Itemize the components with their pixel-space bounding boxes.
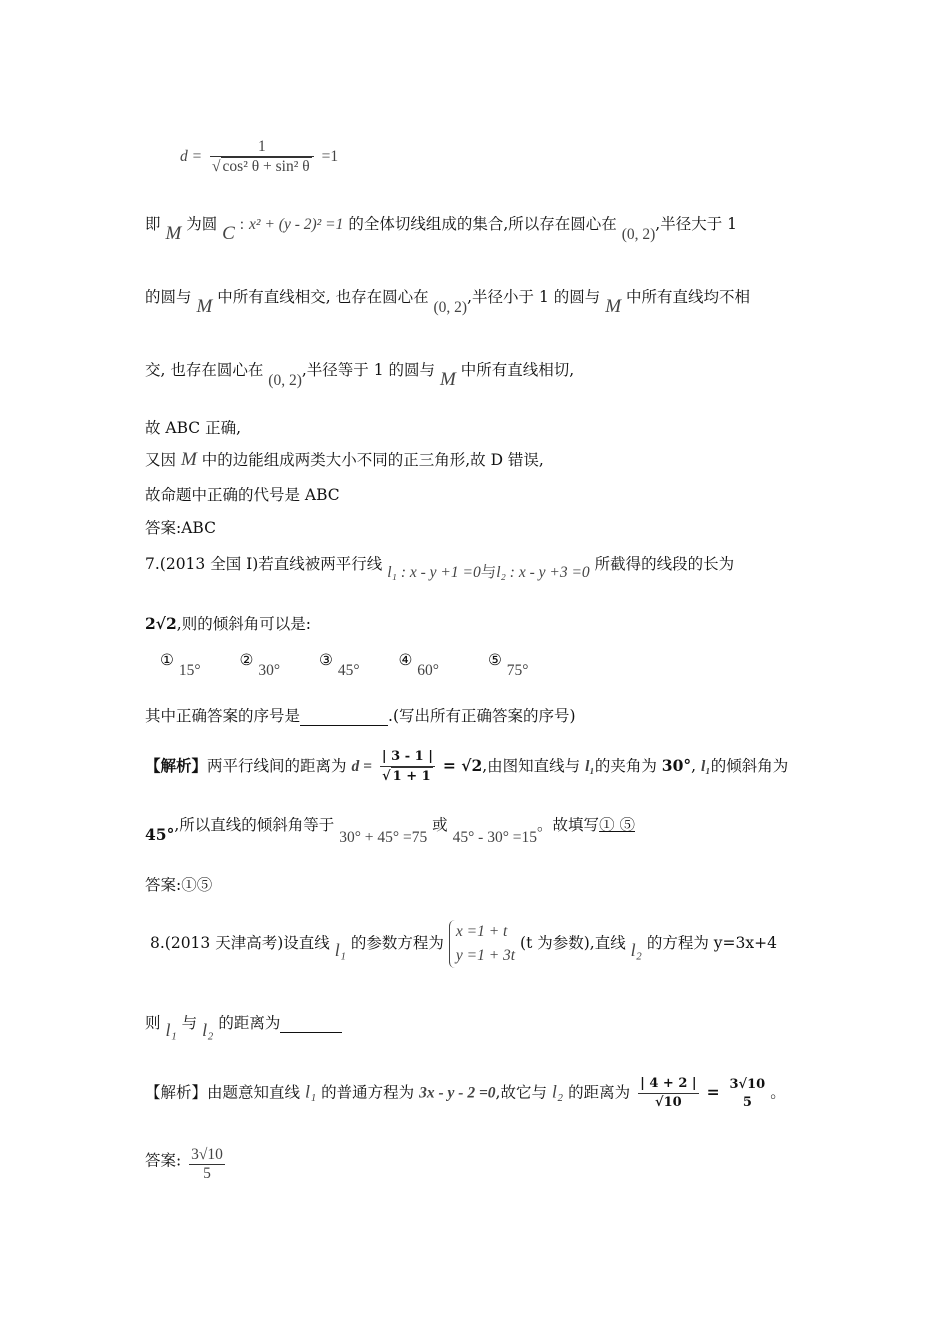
q8-solution	[145, 1075, 786, 1112]
fraction-denominator: √ 1 + 1	[380, 766, 435, 786]
equals: =	[706, 1082, 720, 1102]
text: 的方程为 y=3x+4	[646, 934, 777, 952]
center-point: (0, 2)	[621, 226, 656, 243]
formula-rhs: =1	[321, 148, 339, 165]
q7-line-2	[145, 614, 311, 634]
q7-fill	[145, 706, 576, 726]
fraction-denominator: 5	[742, 1094, 752, 1110]
segment-length: 2√2	[145, 614, 177, 633]
text: 所截得的线段的长为	[594, 555, 735, 573]
q7-stem: 7.(2013 全国 I)若直线被两平行线	[145, 555, 383, 573]
text: 为圆	[186, 215, 218, 233]
q7-options	[160, 650, 529, 679]
q7-line-1	[145, 554, 735, 581]
result-fraction	[728, 1076, 768, 1112]
text: 与	[480, 564, 497, 581]
set-M: M	[180, 449, 197, 470]
text: 的全体切线组成的集合,所以存在圆心在	[348, 215, 617, 233]
text: 的普通方程为	[321, 1083, 415, 1102]
set-M: M	[439, 369, 456, 390]
text: 。	[770, 1083, 786, 1102]
fraction-denominator: √10	[638, 1093, 699, 1112]
para-line-5	[145, 450, 544, 470]
text: 其中正确答案的序号是	[145, 707, 301, 725]
formula-fraction	[210, 138, 314, 176]
text: 中的边能组成两类大小不同的正三角形,故 D 错误,	[201, 451, 544, 469]
line-eq-2: l₂ : x - y +3 =0	[496, 564, 590, 581]
text: 交, 也存在圆心在	[145, 361, 264, 379]
conclusion-abc: 故 ABC 正确,	[145, 419, 242, 437]
fraction-denominator: 5	[189, 1164, 225, 1183]
option-value: 30°	[258, 662, 281, 679]
text: 中所有直线均不相	[625, 288, 750, 306]
distance-fraction	[638, 1075, 699, 1112]
line-l2: l₂	[551, 1081, 564, 1102]
text: (t 为参数),直线	[520, 934, 626, 952]
formula-lhs: d =	[180, 148, 203, 165]
fraction-numerator: | 3 - 1 |	[381, 749, 433, 764]
text: ,所以直线的倾斜角等于	[174, 816, 335, 834]
option-value: 15°	[178, 662, 201, 679]
text: 中所有直线相切,	[460, 361, 575, 379]
circle-equation: x² + (y - 2)² =1	[249, 216, 344, 233]
option-marker: ②	[239, 651, 254, 669]
para-line-1	[145, 214, 737, 244]
text: 的夹角为	[594, 757, 657, 775]
text: 即	[145, 215, 161, 233]
conclusion-line: 故命题中正确的代号是 ABC	[145, 486, 340, 504]
formula-sqrt: cos² θ + sin² θ	[222, 158, 310, 175]
text: 。故填写	[537, 816, 600, 834]
answer-blank[interactable]	[300, 725, 388, 726]
text: 的圆与	[145, 288, 192, 306]
q8-answer	[145, 1140, 228, 1183]
solution-tag: 【解析】	[145, 1083, 208, 1102]
fraction-numerator: | 4 + 2 |	[640, 1076, 697, 1091]
text: .(写出所有正确答案的序号)	[388, 707, 576, 725]
text: 中所有直线相交, 也存在圆心在	[217, 288, 429, 306]
q7-solution-1	[145, 748, 788, 786]
text: ,半径小于 1 的圆与	[467, 288, 601, 306]
param-eq-y: y =1 + 3t	[455, 947, 516, 964]
filled-answer: ① ⑤	[599, 816, 635, 834]
formula-numerator: 1	[257, 138, 266, 155]
para-line-3	[145, 360, 575, 390]
q8-line-2	[145, 1012, 342, 1040]
distance-result: = √2	[442, 756, 483, 775]
q7-answer: 答案:①⑤	[145, 876, 213, 894]
var-d: d =	[351, 758, 372, 775]
answer-fraction	[189, 1146, 225, 1183]
line-l1: l₁	[700, 758, 711, 775]
text: 则	[145, 1014, 161, 1032]
line-eq-1: l₁ : x - y +1 =0	[387, 564, 481, 581]
fraction-numerator: 3√10	[729, 1076, 766, 1092]
parametric-system	[449, 920, 515, 968]
text: 又因	[145, 451, 177, 469]
general-equation: 3x - y - 2 =0	[419, 1084, 496, 1102]
center-point: (0, 2)	[268, 372, 302, 389]
fraction-numerator: 3√10	[191, 1146, 223, 1163]
text: ,半径大于 1	[655, 215, 737, 233]
formula-denominator: √ cos² θ + sin² θ	[210, 156, 314, 176]
distance-fraction	[380, 748, 435, 786]
option-marker: ①	[160, 651, 174, 669]
answer-line: 答案:ABC	[145, 519, 216, 537]
text: 或	[432, 816, 448, 834]
text: 的参数方程为	[350, 934, 444, 952]
q8-line-1	[150, 920, 777, 968]
text: 由题意知直线	[207, 1083, 301, 1102]
line-l1: l₁	[304, 1081, 317, 1102]
answer-blank[interactable]	[280, 1032, 342, 1033]
text: ,由图知直线与	[482, 757, 581, 775]
text: 的距离为	[218, 1014, 281, 1032]
sqrt-content: 1 + 1	[392, 769, 431, 784]
text: 的倾斜角为	[710, 757, 789, 775]
colon: :	[239, 216, 245, 233]
option-value: 60°	[417, 662, 439, 679]
option-value: 75°	[506, 662, 529, 679]
option-marker: ⑤	[487, 651, 502, 669]
line-l2: l₂	[630, 940, 642, 960]
line-l1: l₁	[165, 1020, 177, 1040]
text: 与	[181, 1014, 198, 1032]
para-line-2	[145, 287, 750, 317]
text: ,	[691, 757, 697, 775]
q8-stem: 8.(2013 天津高考)设直线	[150, 934, 330, 952]
text: ,则的倾斜角可以是:	[176, 615, 311, 633]
set-M: M	[196, 296, 213, 317]
answer-label: 答案:	[145, 1151, 182, 1170]
angle-30: 30°	[661, 756, 692, 775]
set-M: M	[605, 296, 622, 317]
line-l1: l₁	[585, 758, 595, 775]
option-marker: ④	[398, 651, 413, 669]
text: ,故它与	[495, 1083, 547, 1102]
text: 两平行线间的距离为	[207, 757, 347, 775]
circle-C: C	[222, 223, 235, 244]
text: 的距离为	[568, 1083, 631, 1102]
angle-45: 45°	[145, 825, 175, 844]
solution-tag: 【解析】	[145, 756, 208, 775]
option-marker: ③	[318, 651, 333, 669]
center-point: (0, 2)	[433, 299, 468, 316]
angle-sum: 30° + 45° =75	[339, 829, 428, 846]
option-value: 45°	[337, 662, 360, 679]
line-l1: l₁	[334, 940, 346, 960]
line-l2: l₂	[202, 1020, 214, 1040]
q7-solution-2	[145, 815, 635, 846]
text: ,半径等于 1 的圆与	[301, 361, 436, 379]
distance-formula	[180, 138, 338, 176]
param-eq-x: x =1 + t	[455, 923, 508, 940]
angle-diff: 45° - 30° =15	[452, 829, 538, 846]
set-M: M	[165, 223, 182, 244]
